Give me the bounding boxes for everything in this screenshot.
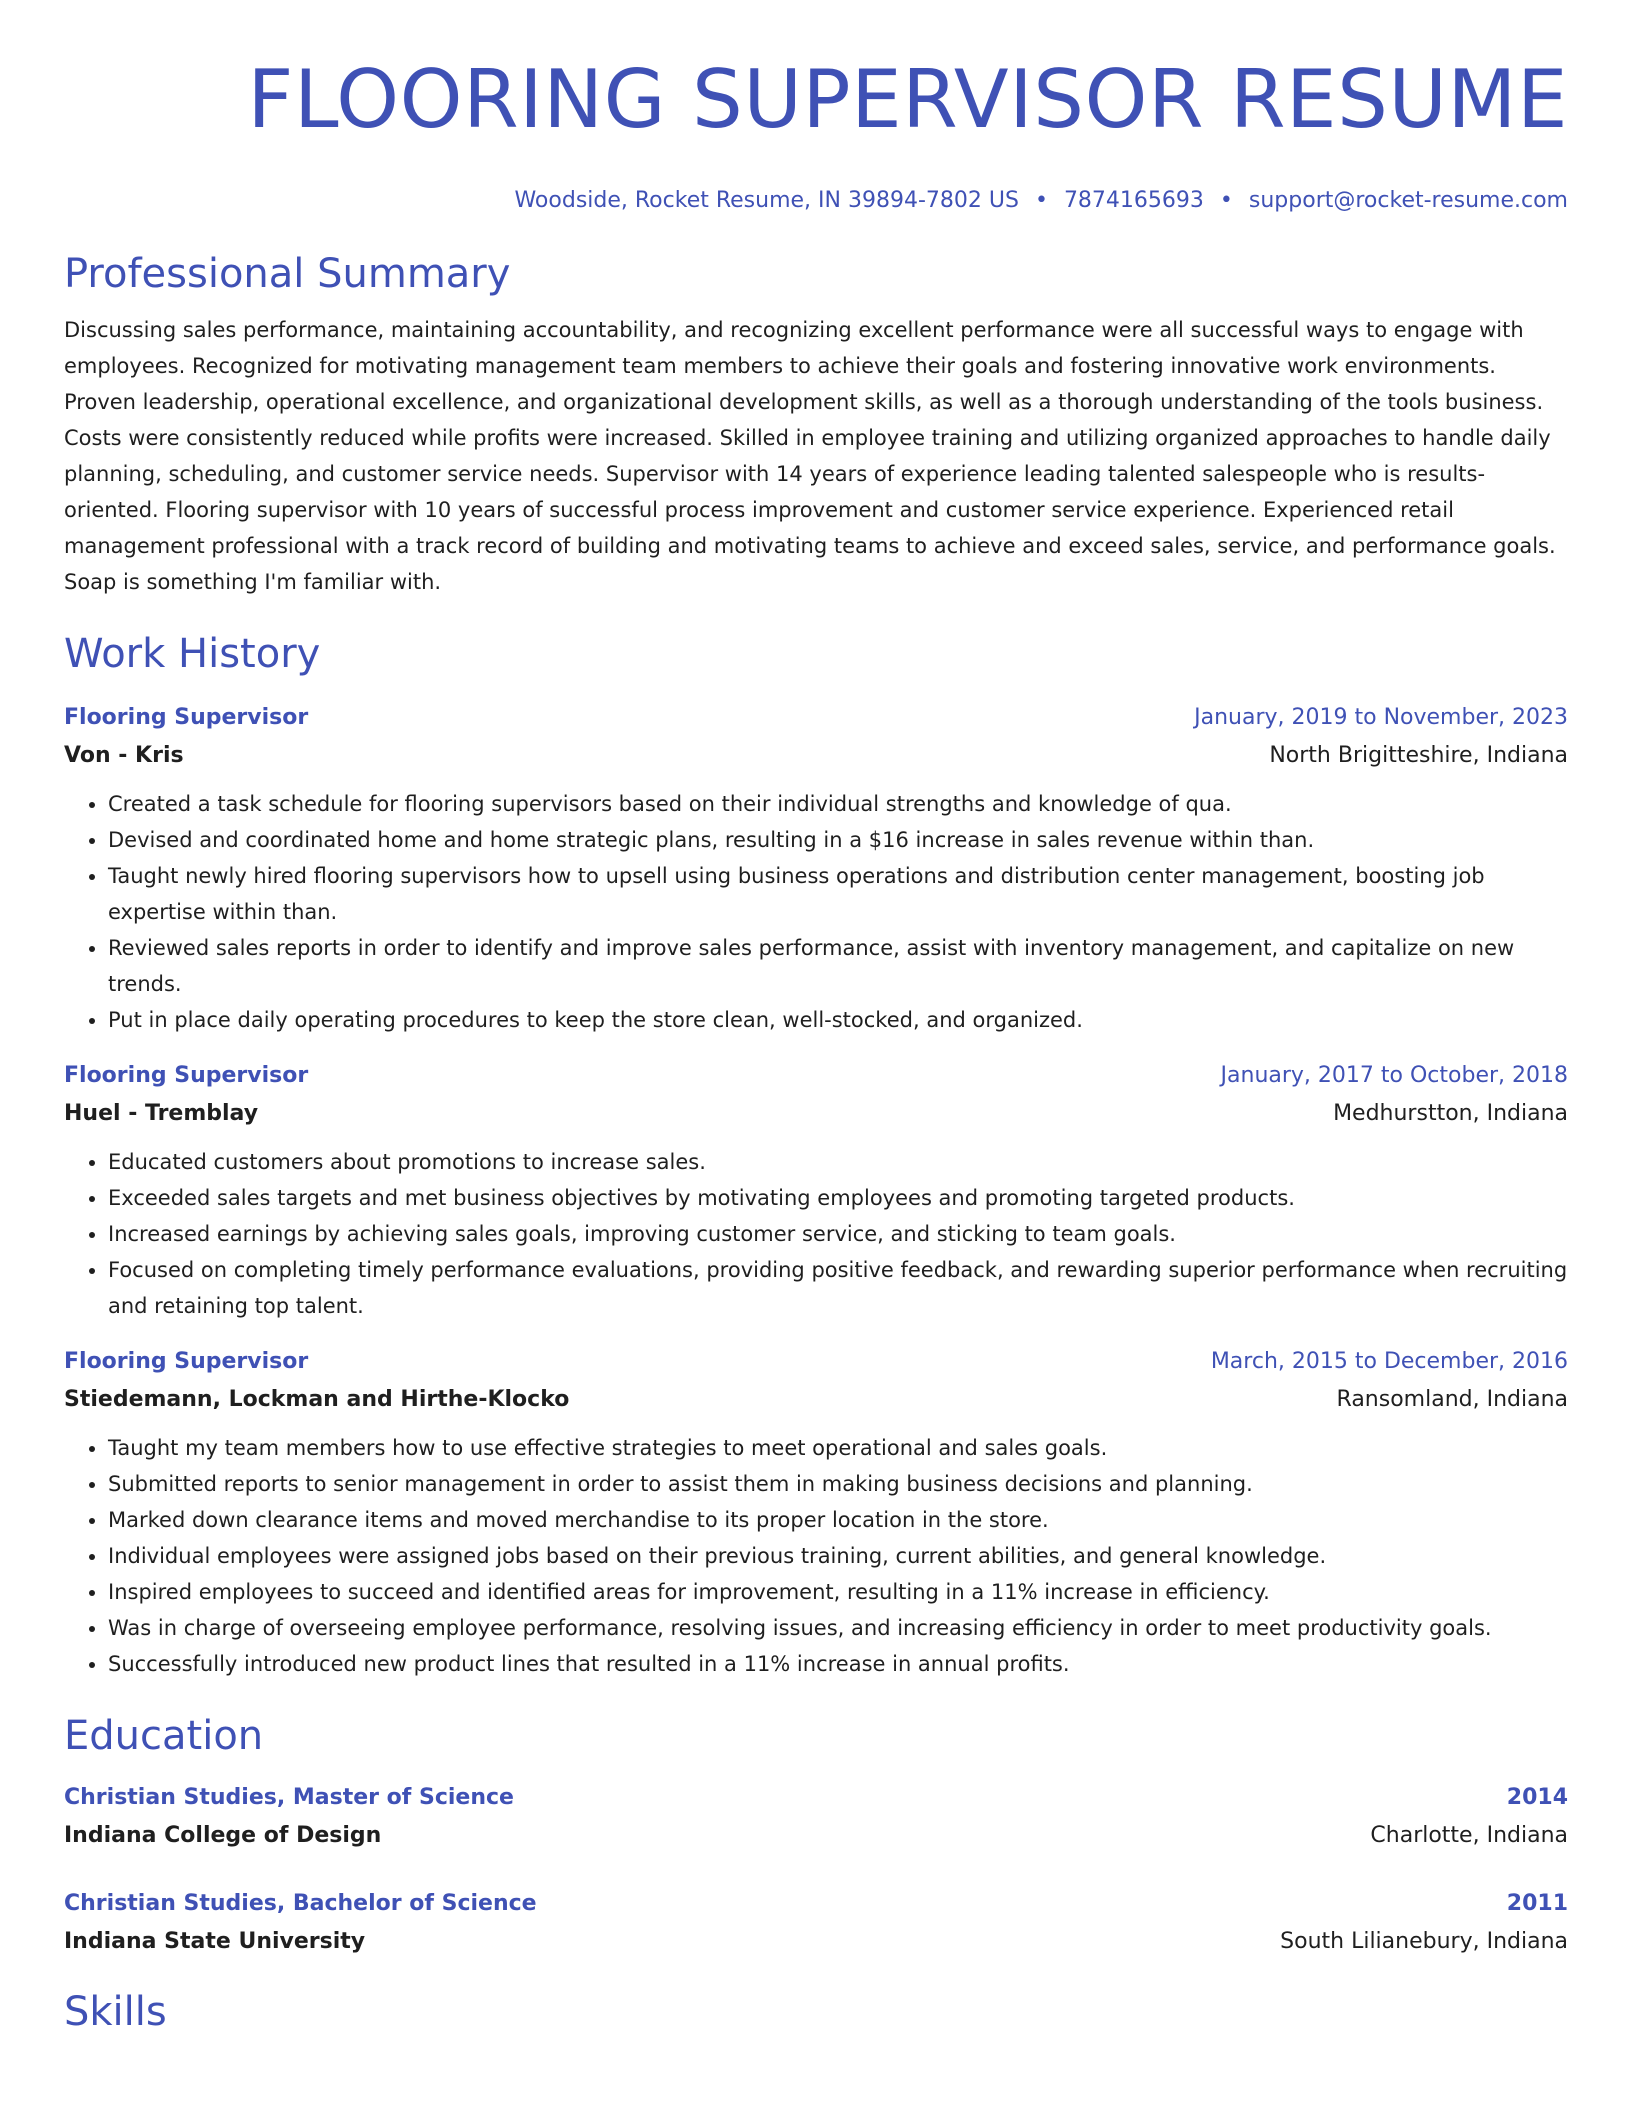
school-location: South Lilianebury, Indiana [1280,1929,1568,1954]
education-entry [64,1780,1568,1856]
job-bullet: • Taught newly hired flooring supervisors how to upsell using business operations and distribution center management, boosting job expertise within than. [108,858,1568,930]
education-entry [64,1886,1568,1962]
job-company: Von - Kris [64,743,184,768]
contact-phone: 7874165693 [1063,188,1204,213]
job-bullet: • Was in charge of overseeing employee performance, resolving issues, and increasing efficiency in order to meet productivity goals. [108,1610,1568,1646]
job-entry [64,1344,1568,1682]
job-title: Flooring Supervisor [64,1063,309,1088]
job-bullet: • Reviewed sales reports in order to identify and improve sales performance, assist with inventory management, and capitalize on new trends. [108,930,1568,1002]
job-company: Huel - Tremblay [64,1101,259,1126]
job-dates: March, 2015 to December, 2016 [1210,1349,1568,1374]
job-header [64,700,1568,736]
graduation-year: 2011 [1506,1891,1568,1916]
contact-info [64,186,1568,216]
job-entry [64,1058,1568,1324]
job-bullet: • Inspired employees to succeed and identified areas for improvement, resulting in a 11% increase in efficiency. [108,1574,1568,1610]
job-company: Stiedemann, Lockman and Hirthe-Klocko [64,1387,570,1412]
job-bullet: • Individual employees were assigned jobs based on their previous training, current abilities, and general knowledge. [108,1538,1568,1574]
page-title: FLOORING SUPERVISOR RESUME [247,53,1568,146]
job-dates: January, 2019 to November, 2023 [1194,705,1568,730]
job-bullet: • Put in place daily operating procedures to keep the store clean, well-stocked, and organized. [108,1002,1568,1038]
contact-separator: • [1219,188,1233,213]
job-bullets [64,1430,1568,1682]
job-bullets [64,1144,1568,1324]
education-subheader [64,1816,1568,1856]
job-bullet: • Submitted reports to senior management in order to assist them in making business decisions and planning. [108,1466,1568,1502]
job-header [64,1344,1568,1380]
job-bullet: • Exceeded sales targets and met business objectives by motivating employees and promoting targeted products. [108,1180,1568,1216]
job-bullet: • Successfully introduced new product lines that resulted in a 11% increase in annual profits. [108,1646,1568,1682]
contact-address: Woodside, Rocket Resume, IN 39894-7802 US [514,188,1019,213]
job-subheader [64,1094,1568,1134]
job-bullets [64,786,1568,1038]
summary-heading: Professional Summary [64,251,511,297]
job-subheader [64,736,1568,776]
education-heading: Education [64,1713,264,1759]
job-dates: January, 2017 to October, 2018 [1220,1063,1568,1088]
school-name: Indiana State University [64,1929,366,1954]
job-entry [64,700,1568,1038]
job-subheader [64,1380,1568,1420]
job-location: Ransomland, Indiana [1336,1387,1568,1412]
education-header [64,1886,1568,1922]
summary-text: Discussing sales performance, maintaining accountability, and recognizing excellent performance were all successful ways to engage with employees. Recognized for motivating management team members to achieve their goals and fostering innovative work environments. Proven leadership, operational excellence, and organizational development skills, as well as a thorough understanding of the tools business. Costs were consistently reduced while profits were increased. Skilled in employee training and utilizing organized approaches to handle daily planning, scheduling, and customer service needs. Supervisor with 14 years of experience leading talented salespeople who is results-oriented. Flooring supervisor with 10 years of successful process improvement and customer service experience. Experienced retail management professional with a track record of building and motivating teams to achieve and exceed sales, service, and performance goals. Soap is something I'm familiar with. [64,318,1556,594]
job-bullet: • Marked down clearance items and moved merchandise to its proper location in the store. [108,1502,1568,1538]
job-bullet: • Created a task schedule for flooring supervisors based on their individual strengths and knowledge of qua. [108,786,1568,822]
job-bullet: • Increased earnings by achieving sales goals, improving customer service, and sticking to team goals. [108,1216,1568,1252]
job-title: Flooring Supervisor [64,1349,309,1374]
school-location: Charlotte, Indiana [1370,1823,1568,1848]
skills-heading: Skills [64,1989,167,2035]
job-bullet: • Educated customers about promotions to increase sales. [108,1144,1568,1180]
job-location: Medhurstton, Indiana [1333,1101,1568,1126]
job-bullet: • Devised and coordinated home and home strategic plans, resulting in a $16 increase in sales revenue within than. [108,822,1568,858]
work-history-heading: Work History [64,631,321,677]
job-bullet: • Focused on completing timely performance evaluations, providing positive feedback, and rewarding superior performance when recruiting and retaining top talent. [108,1252,1568,1324]
school-name: Indiana College of Design [64,1823,382,1848]
degree: Christian Studies, Bachelor of Science [64,1891,537,1916]
job-header [64,1058,1568,1094]
job-bullet: • Taught my team members how to use effective strategies to meet operational and sales goals. [108,1430,1568,1466]
job-title: Flooring Supervisor [64,705,309,730]
contact-separator: • [1034,188,1048,213]
education-header [64,1780,1568,1816]
degree: Christian Studies, Master of Science [64,1785,514,1810]
graduation-year: 2014 [1506,1785,1568,1810]
job-location: North Brigitteshire, Indiana [1269,743,1568,768]
education-subheader [64,1922,1568,1962]
contact-email: support@rocket-resume.com [1248,188,1568,213]
